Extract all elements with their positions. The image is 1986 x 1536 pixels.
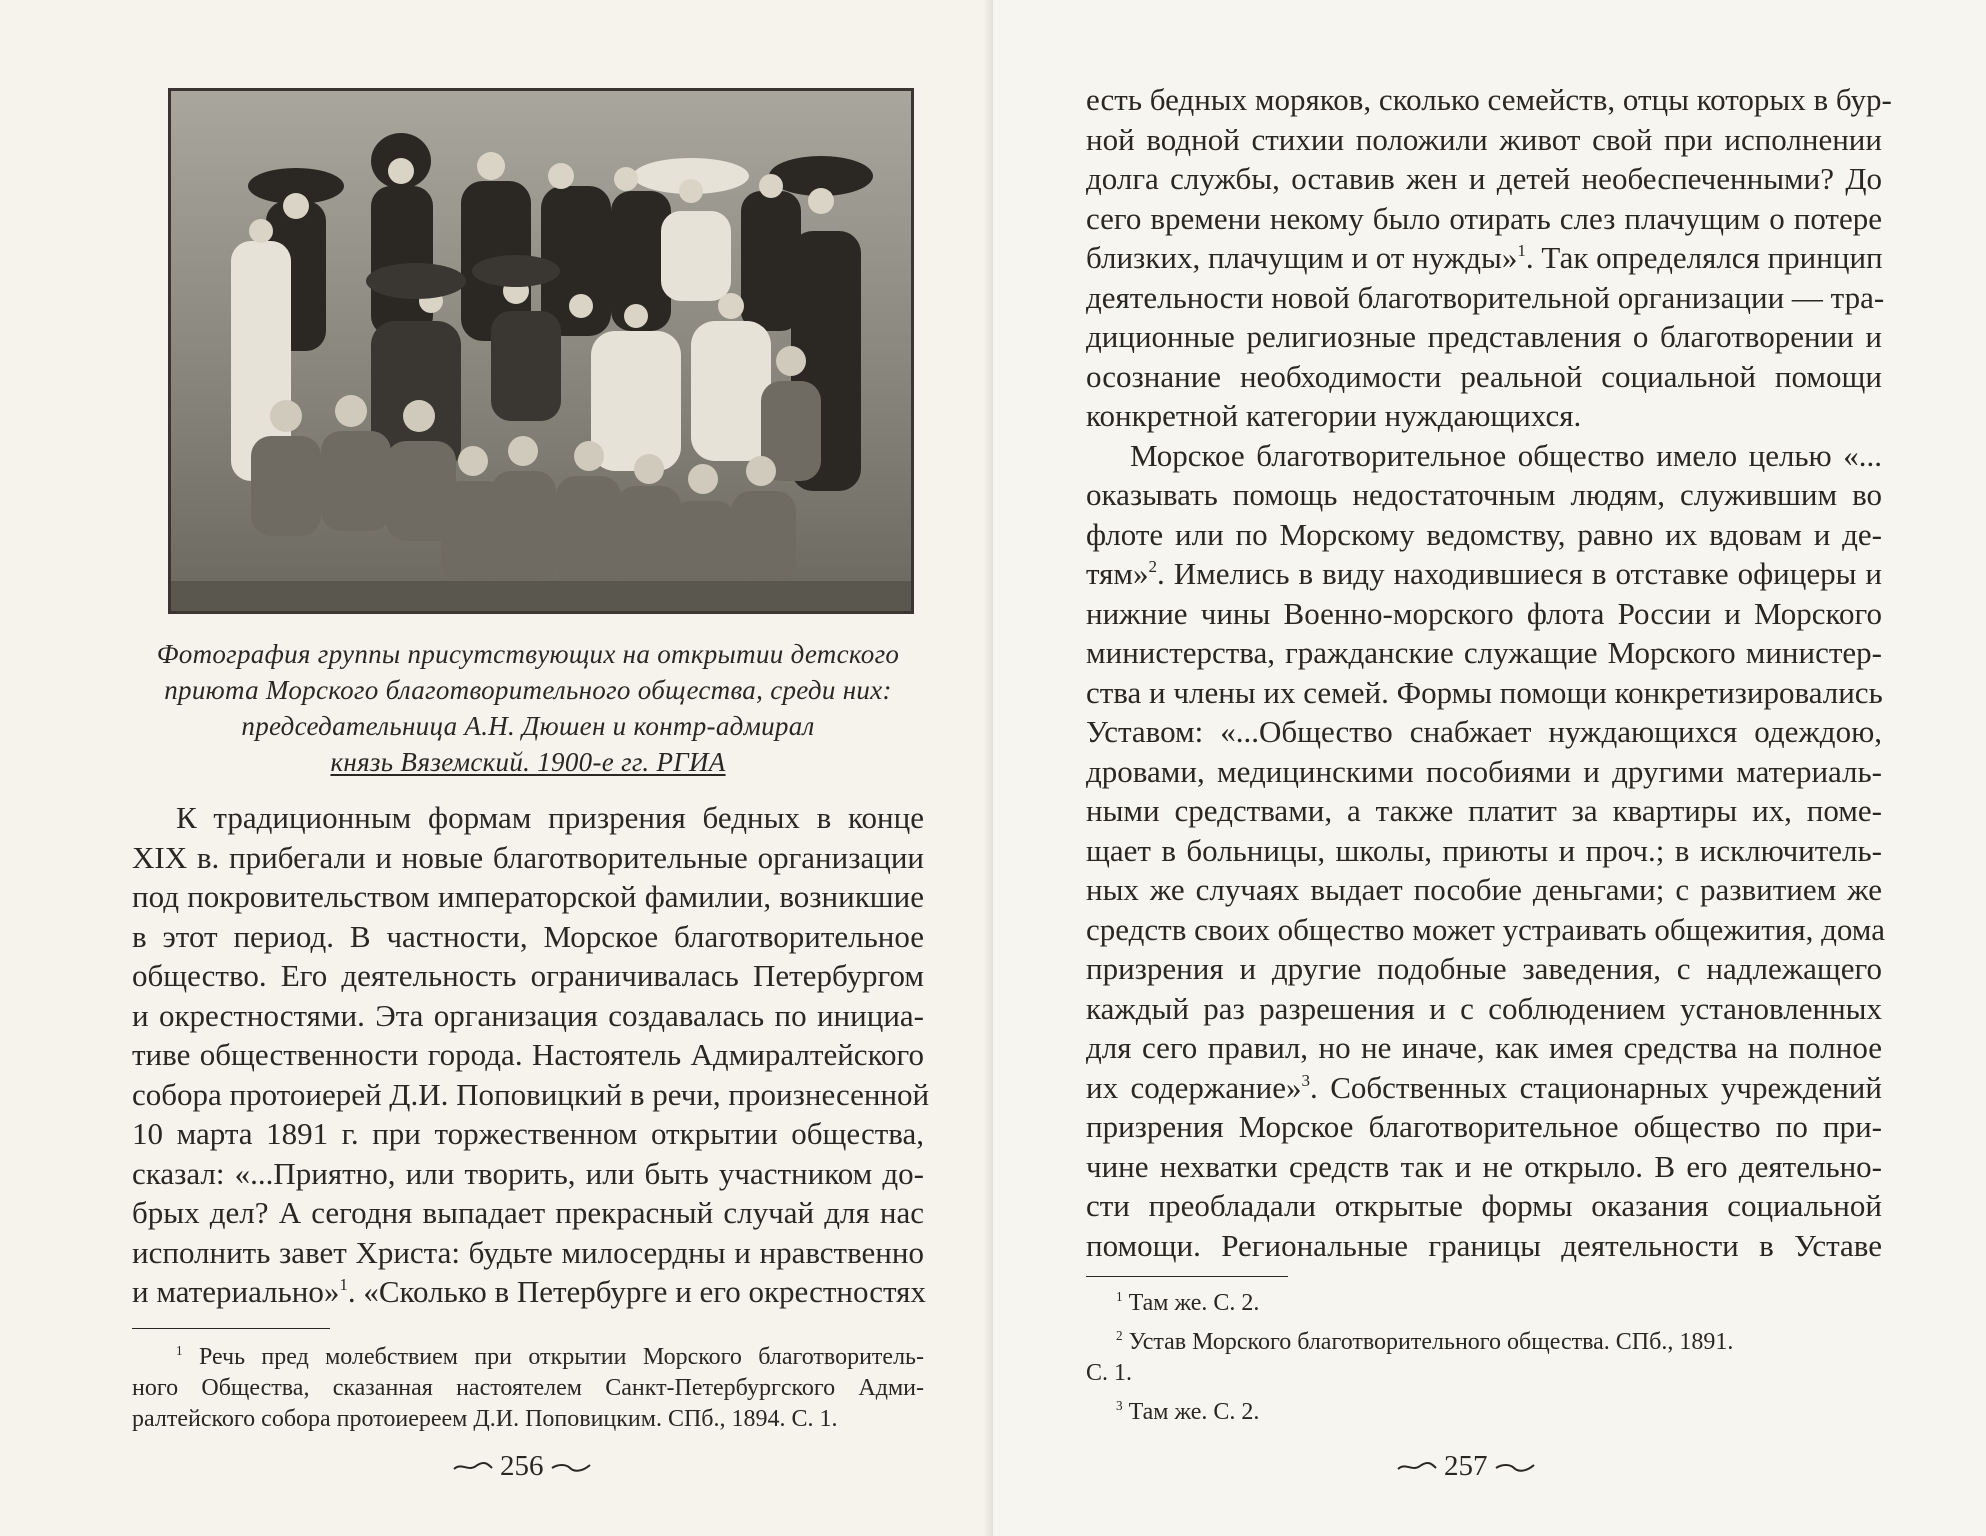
text-line: конкретной категории нуждающихся. <box>1086 398 1582 433</box>
text-line: каждый раз разрешения и с соблюдением установленных <box>1086 990 1882 1026</box>
footnote-marker: 1 <box>176 1342 183 1358</box>
footnote-rule <box>132 1328 330 1329</box>
page-number-left <box>452 1450 592 1483</box>
footnote-item <box>1086 1397 1882 1428</box>
page-number: 257 <box>1444 1450 1488 1482</box>
text-line: в этот период. В частности, Морское благотворительное <box>132 918 924 954</box>
swash-ornament-icon <box>1494 1460 1536 1474</box>
text-line: диционные религиозные представления о благотворении и <box>1086 319 1882 354</box>
text-line: призрения Морское благотворительное общество по при- <box>1086 1109 1882 1144</box>
text-line: XIX в. прибегали и новые благотворительные организации <box>132 839 924 875</box>
footnote-text: Устав Морского благотворительного общества. СПб., 1891. <box>1128 1329 1734 1355</box>
text-line: помощи. Региональные границы деятельности в Уставе <box>1086 1227 1882 1263</box>
caption-line: князь Вяземский. 1900-е гг. РГИА <box>330 747 726 777</box>
text-line: деятельности новой благотворительной организации — тра- <box>1086 279 1885 315</box>
left-body-text <box>132 798 930 1312</box>
text-line: К традиционным формам призрения бедных в конце <box>176 800 924 835</box>
footnote-ref: 1 <box>1517 241 1526 261</box>
right-body-text <box>1086 80 1892 1265</box>
swash-ornament-icon <box>452 1460 494 1474</box>
text-line: 10 марта 1891 г. при торжественном открытии общества, <box>132 1116 924 1151</box>
right-footnotes <box>1086 1288 1882 1436</box>
photo-caption <box>128 636 928 780</box>
text-line <box>132 1272 924 1312</box>
footnote-item <box>1086 1288 1882 1319</box>
caption-line: председательница А.Н. Дюшен и контр-адмирал <box>241 711 815 741</box>
text-line <box>1086 238 1882 278</box>
text-line: тиве общественности города. Настоятель Адмиралтейского <box>132 1037 924 1072</box>
footnote-text: Речь пред молебствием при открытии Морского благотворитель- <box>198 1344 924 1370</box>
text-line: для сего правил, но не иначе, как имея средства на полное <box>1086 1030 1882 1065</box>
page-number: 256 <box>500 1450 544 1482</box>
text-line: средств своих общество может устраивать общежития, дома <box>1086 911 1885 947</box>
text-line: брых дел? А сегодня выпадает прекрасный случай для нас <box>132 1195 924 1230</box>
caption-line: приюта Морского благотворительного общества, среди них: <box>164 675 892 705</box>
text-segment: . Имелись в виду находившиеся в отставке офицеры и <box>1157 556 1882 591</box>
text-line: и окрестностями. Эта организация создавалась по инициа- <box>132 997 924 1033</box>
footnote-ref: 3 <box>1301 1070 1311 1090</box>
text-line: дровами, медицинскими пособиями и другими материаль- <box>1086 753 1882 789</box>
text-segment: близких, плачущим и от нужды» <box>1086 240 1518 275</box>
group-photograph <box>168 88 914 614</box>
text-line: Уставом: «...Общество снабжает нуждающихся одеждою, <box>1086 714 1882 749</box>
text-segment: . «Сколько в Петербурге и его окрестностях <box>347 1274 926 1309</box>
swash-ornament-icon <box>550 1460 592 1474</box>
text-line: призрения и другие подобные заведения, с надлежащего <box>1086 951 1882 986</box>
text-line: сти преобладали открытые формы оказания социальной <box>1086 1188 1882 1223</box>
footnote-marker: 3 <box>1116 1397 1123 1413</box>
text-segment: . Собственных стационарных учреждений <box>1310 1069 1882 1105</box>
text-segment: тям» <box>1086 556 1149 591</box>
text-line: сказал: «...Приятно, или творить, или быть участником до- <box>132 1155 924 1191</box>
footnote-line <box>1116 1327 1882 1358</box>
text-segment: . Так определялся принцип <box>1525 240 1883 275</box>
text-line: ства и члены их семей. Формы помощи конкретизировались <box>1086 674 1883 710</box>
footnote-text: Там же. С. 2. <box>1128 1290 1260 1316</box>
text-line: есть бедных моряков, сколько семейств, отцы которых в бур- <box>1086 82 1892 117</box>
left-footnotes <box>132 1342 924 1435</box>
footnote-text: Там же. С. 2. <box>1128 1399 1260 1425</box>
text-line: Морское благотворительное общество имело целью «... <box>1130 437 1882 473</box>
footnote-line: ного Общества, сказанная настоятелем Санкт-Петербургского Адми- <box>132 1375 924 1401</box>
text-line: оказывать помощь недостаточным людям, служившим во <box>1086 477 1882 512</box>
text-line: ными средствами, а также платит за квартиры их, поме- <box>1086 793 1882 828</box>
swash-ornament-icon <box>1396 1460 1438 1474</box>
text-line: флоте или по Морскому ведомству, равно их вдовам и де- <box>1086 516 1882 552</box>
footnote-ref: 1 <box>339 1275 348 1295</box>
page-number-right <box>1396 1450 1536 1483</box>
text-line: осознание необходимости реальной социальной помощи <box>1086 358 1882 394</box>
text-line: под покровительством императорской фамилии, возникшие <box>132 879 924 914</box>
footnote-marker: 2 <box>1116 1327 1123 1343</box>
text-segment: их содержание» <box>1086 1069 1302 1105</box>
footnote-line <box>132 1342 924 1373</box>
text-line: исполнить завет Христа: будьте милосердны и нравственно <box>132 1234 924 1270</box>
footnote-marker: 1 <box>1116 1288 1123 1304</box>
text-line: нижние чины Военно-морского флота России и Морского <box>1086 595 1882 631</box>
text-line: собора протоиерей Д.И. Поповицкий в речи, произнесенной <box>132 1076 930 1112</box>
text-line: ных же случаях выдает пособие деньгами; с развитием же <box>1086 872 1882 907</box>
text-line: щает в больницы, школы, приюты и проч.; в исключитель- <box>1086 832 1882 868</box>
text-line: министерства, гражданские служащие Морского министер- <box>1086 635 1882 670</box>
text-segment: и материально» <box>132 1274 340 1309</box>
text-line: сего времени некому было отирать слез плачущим о потере <box>1086 200 1882 236</box>
footnote-ref: 2 <box>1148 557 1158 577</box>
caption-line: Фотография группы присутствующих на открытии детского <box>156 639 900 669</box>
footnote-item <box>1086 1327 1882 1389</box>
text-line: ной водной стихии положили живот свой при исполнении <box>1086 121 1882 157</box>
text-line: чине нехватки средств так и не открыло. В его деятельно- <box>1086 1148 1882 1184</box>
text-line: долга службы, оставив жен и детей необеспеченными? До <box>1086 161 1882 196</box>
text-line: общество. Его деятельность ограничивалась Петербургом <box>132 958 924 993</box>
footnote-line: ралтейского собора протоиереем Д.И. Поповицким. СПб., 1894. С. 1. <box>132 1406 838 1432</box>
text-line <box>1086 1068 1882 1108</box>
photo-image <box>171 91 911 611</box>
footnote-line: С. 1. <box>1086 1360 1133 1386</box>
text-line <box>1086 554 1882 594</box>
footnote-rule <box>1086 1276 1288 1277</box>
